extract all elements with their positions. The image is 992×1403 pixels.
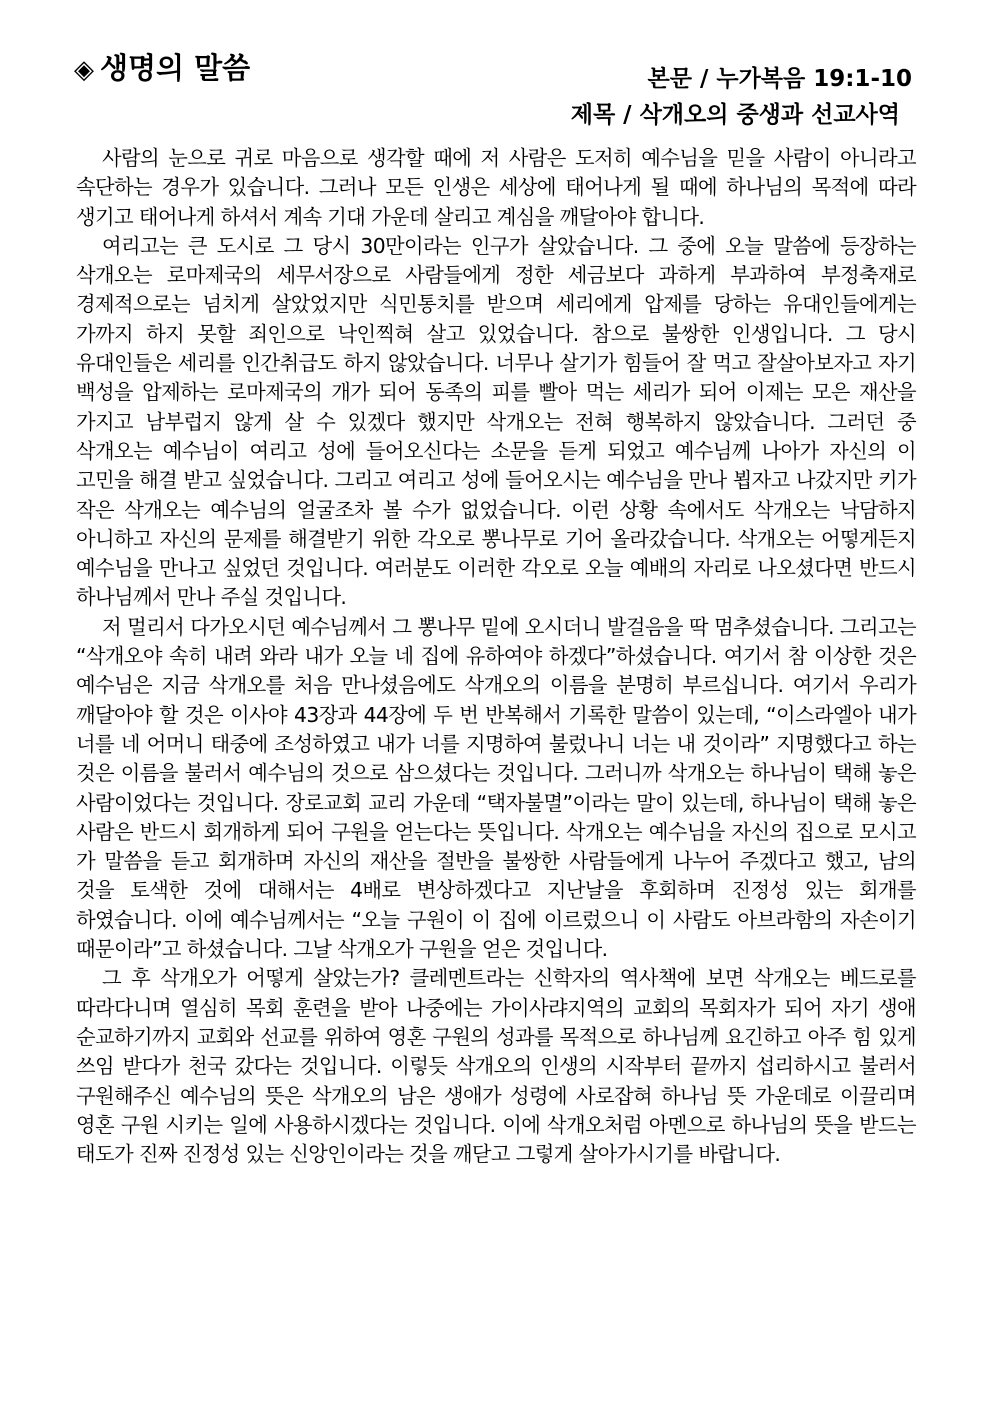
diamond-bullet-icon: ◈: [74, 55, 94, 85]
section-heading: [74, 51, 251, 85]
paragraph-3: 저 멀리서 다가오시던 예수님께서 그 뽕나무 밑에 오시더니 발걸음을 딱 멈추셨습니다. 그리고는 “삭개오야 속히 내려 와라 내가 오늘 네 집에 유하여야 하겠다”하셨습니다. 여기서 참 이상한 것은 예수님은 지금 삭개오를 처음 만나셨음에도 삭개오의 이름을 분명히 부르십니다. 여기서 우리가 깨달아야 할 것은 이사야 43장과 44장에 두 번 반복해서 기록한 말씀이 있는데, “이스라엘아 내가 너를 네 어머니 태중에 조성하였고 내가 너를 지명하여 불렀나니 너는 내 것이라” 지명했다고 하는 것은 이름을 불러서 예수님의 것으로 삼으셨다는 것입니다. 그러니까 삭개오는 하나님이 택해 놓은 사람이었다는 것입니다. 장로교회 교리 가운데 “택자불멸”이라는 말이 있는데, 하나님이 택해 놓은 사람은 반드시 회개하게 되어 구원을 얻는다는 뜻입니다. 삭개오는 예수님을 자신의 집으로 모시고 가 말씀을 듣고 회개하며 자신의 재산을 절반을 불쌍한 사람들에게 나누어 주겠다고 했고, 남의 것을 토색한 것에 대해서는 4배로 변상하겠다고 지난날을 후회하며 진정성 있는 회개를 하였습니다. 이에 예수님께서는 “오늘 구원이 이 집에 이르렀으니 이 사람도 아브라함의 자손이기 때문이라”고 하셨습니다. 그날 삭개오가 구원을 얻은 것입니다.: [76, 614, 916, 962]
sermon-body: [76, 144, 916, 1169]
section-title: 생명의 말씀: [100, 51, 251, 85]
paragraph-2: 여리고는 큰 도시로 그 당시 30만이라는 인구가 살았습니다. 그 중에 오늘 말씀에 등장하는 삭개오는 로마제국의 세무서장으로 사람들에게 정한 세금보다 과하게 부과하여 부정축재로 경제적으로는 넘치게 살았었지만 식민통치를 받으며 세리에게 압제를 당하는 유대인들에게는 가까지 하지 못할 죄인으로 낙인찍혀 살고 있었습니다. 참으로 불쌍한 인생입니다. 그 당시 유대인들은 세리를 인간취급도 하지 않았습니다. 너무나 살기가 힘들어 잘 먹고 잘살아보자고 자기 백성을 압제하는 로마제국의 개가 되어 동족의 피를 빨아 먹는 세리가 되어 이제는 모은 재산을 가지고 남부럽지 않게 살 수 있겠다 했지만 삭개오는 전혀 행복하지 않았습니다. 그러던 중 삭개오는 예수님이 여리고 성에 들어오신다는 소문을 듣게 되었고 예수님께 나아가 자신의 이 고민을 해결 받고 싶었습니다. 그리고 여리고 성에 들어오시는 예수님을 만나 뵙자고 나갔지만 키가 작은 삭개오는 예수님의 얼굴조차 볼 수가 없었습니다. 이런 상황 속에서도 삭개오는 낙담하지 아니하고 자신의 문제를 해결받기 위한 각오로 뽕나무로 기어 올라갔습니다. 삭개오는 어떻게든지 예수님을 만나고 싶었던 것입니다. 여러분도 이러한 각오로 오늘 예배의 자리로 나오셨다면 반드시 하나님께서 만나 주실 것입니다.: [76, 233, 916, 610]
paragraph-1: 사람의 눈으로 귀로 마음으로 생각할 때에 저 사람은 도저히 예수님을 믿을 사람이 아니라고 속단하는 경우가 있습니다. 그러나 모든 인생은 세상에 태어나게 될 때에 하나님의 목적에 따라 생기고 태어나게 하셔서 계속 기대 가운데 살리고 계심을 깨달아야 합니다.: [76, 146, 916, 229]
scripture-reference: 본문 / 누가복음 19:1-10: [647, 66, 912, 92]
sermon-title: 제목 / 삭개오의 중생과 선교사역: [570, 102, 900, 128]
paragraph-4: 그 후 삭개오가 어떻게 살았는가? 클레멘트라는 신학자의 역사책에 보면 삭개오는 베드로를 따라다니며 열심히 목회 훈련을 받아 나중에는 가이사랴지역의 교회의 목회자가 되어 자기 생애 순교하기까지 교회와 선교를 위하여 영혼 구원의 성과를 목적으로 하나님께 요긴하고 아주 힘 있게 쓰임 받다가 천국 갔다는 것입니다. 이렇듯 삭개오의 인생의 시작부터 끝까지 섭리하시고 불러서 구원해주신 예수님의 뜻은 삭개오의 남은 생애가 성령에 사로잡혀 하나님 뜻 가운데로 이끌리며 영혼 구원 시키는 일에 사용하시겠다는 것입니다. 이에 삭개오처럼 아멘으로 하나님의 뜻을 받드는 태도가 진짜 진정성 있는 신앙인이라는 것을 깨닫고 그렇게 살아가시기를 바랍니다.: [76, 966, 916, 1167]
